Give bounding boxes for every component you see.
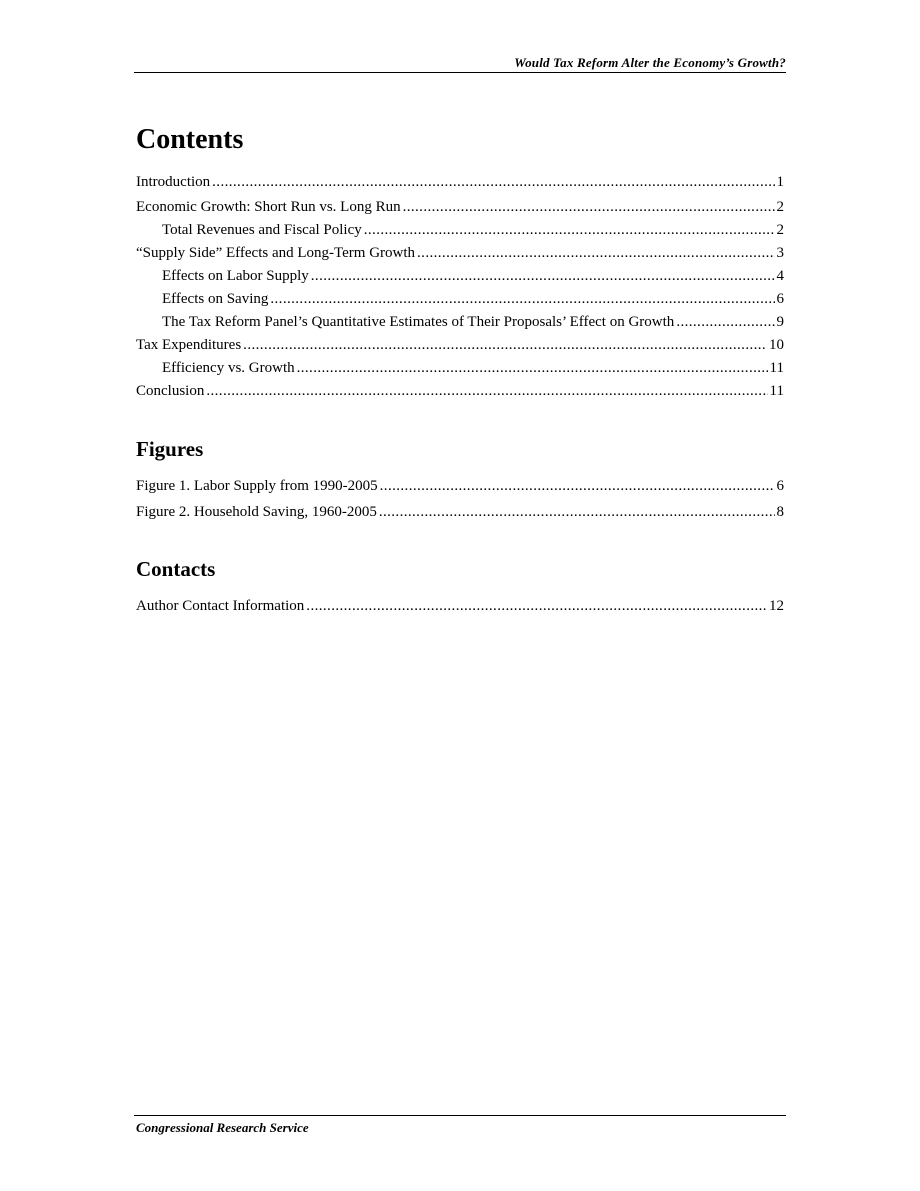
- toc-entry-label: The Tax Reform Panel’s Quantitative Estimates of Their Proposals’ Effect on Growth: [162, 314, 675, 330]
- table-of-contents: [136, 120, 784, 618]
- toc-entry-label: Total Revenues and Fiscal Policy: [162, 222, 362, 238]
- toc-entry-page: 12: [769, 598, 784, 614]
- toc-entry-author-contact[interactable]: [136, 595, 784, 618]
- toc-entry-page: 10: [769, 337, 784, 353]
- contents-section: [136, 120, 784, 403]
- toc-entry-page: 11: [769, 360, 784, 376]
- dot-leader: [417, 242, 774, 265]
- dot-leader: [676, 311, 774, 334]
- toc-entry-quantitative-estimates[interactable]: [136, 311, 784, 334]
- toc-entry-saving[interactable]: [136, 288, 784, 311]
- figures-list: [136, 475, 784, 524]
- toc-entry-label: Effects on Saving: [162, 291, 269, 307]
- toc-entry-page: 1: [776, 174, 784, 190]
- contacts-list: [136, 595, 784, 618]
- toc-entry-figure-2[interactable]: [136, 501, 784, 524]
- dot-leader: [311, 265, 775, 288]
- toc-entry-page: 4: [776, 268, 784, 284]
- toc-entry-page: 9: [776, 314, 784, 330]
- dot-leader: [206, 380, 767, 403]
- figures-heading: Figures: [136, 437, 204, 461]
- toc-entry-label: Introduction: [136, 174, 211, 190]
- toc-entry-efficiency[interactable]: [136, 357, 784, 380]
- toc-entry-label: Efficiency vs. Growth: [162, 360, 295, 376]
- contacts-section: [136, 554, 784, 618]
- toc-entry-conclusion[interactable]: [136, 380, 784, 403]
- toc-entry-label: Figure 2. Household Saving, 1960-2005: [136, 504, 377, 520]
- header-divider: [134, 72, 786, 73]
- toc-entry-page: 2: [776, 222, 784, 238]
- running-header: Would Tax Reform Alter the Economy’s Growth?: [514, 55, 786, 70]
- dot-leader: [297, 357, 768, 380]
- contents-list: [136, 171, 784, 403]
- toc-entry-page: 2: [776, 199, 784, 215]
- contents-heading: Contents: [136, 124, 244, 155]
- figures-section: [136, 434, 784, 524]
- toc-entry-label: Economic Growth: Short Run vs. Long Run: [136, 199, 401, 215]
- dot-leader: [243, 334, 767, 357]
- dot-leader: [306, 595, 767, 618]
- toc-entry-supply-side[interactable]: [136, 242, 784, 265]
- toc-entry-figure-1[interactable]: [136, 475, 784, 498]
- contacts-heading: Contacts: [136, 557, 216, 581]
- toc-entry-page: 11: [769, 383, 784, 399]
- dot-leader: [403, 196, 775, 219]
- toc-entry-introduction[interactable]: [136, 171, 784, 194]
- dot-leader: [212, 171, 774, 194]
- toc-entry-label: Conclusion: [136, 383, 205, 399]
- dot-leader: [380, 475, 775, 498]
- footer-divider: [134, 1115, 786, 1116]
- toc-entry-page: 8: [776, 504, 784, 520]
- toc-entry-tax-expenditures[interactable]: [136, 334, 784, 357]
- dot-leader: [364, 219, 775, 242]
- toc-entry-total-revenues[interactable]: [136, 219, 784, 242]
- toc-entry-label: Figure 1. Labor Supply from 1990-2005: [136, 478, 378, 494]
- dot-leader: [270, 288, 774, 311]
- toc-entry-label: Author Contact Information: [136, 598, 305, 614]
- running-footer: Congressional Research Service: [136, 1120, 309, 1135]
- toc-entry-economic-growth[interactable]: [136, 196, 784, 219]
- toc-entry-label: Effects on Labor Supply: [162, 268, 309, 284]
- toc-entry-labor-supply[interactable]: [136, 265, 784, 288]
- toc-entry-label: “Supply Side” Effects and Long-Term Growth: [136, 245, 416, 261]
- dot-leader: [379, 501, 775, 524]
- toc-entry-label: Tax Expenditures: [136, 337, 242, 353]
- toc-entry-page: 3: [776, 245, 784, 261]
- toc-entry-page: 6: [776, 291, 784, 307]
- toc-entry-page: 6: [776, 478, 784, 494]
